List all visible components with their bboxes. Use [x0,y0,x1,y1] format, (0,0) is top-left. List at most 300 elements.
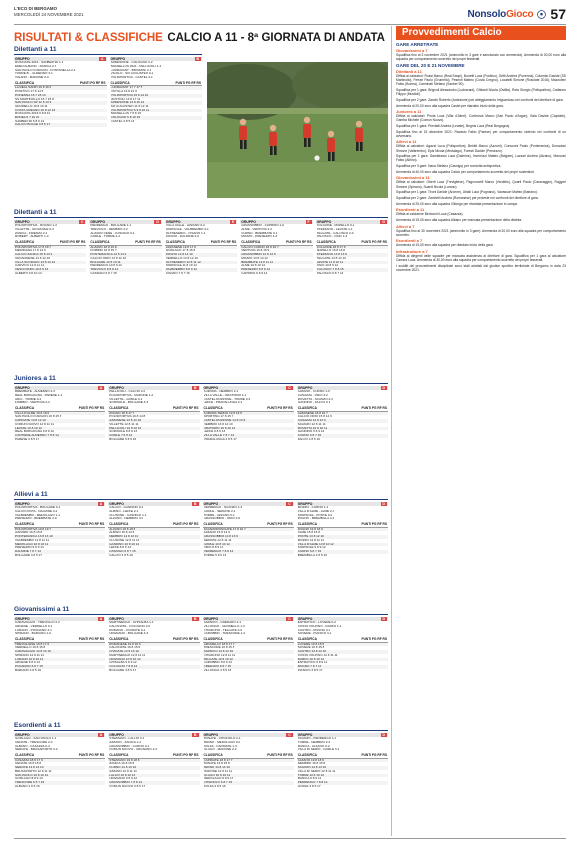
match-text: ALBANO - CURNO 1-0 [297,390,330,394]
group-id: B [194,385,197,390]
standings-row-text: CASTRO 13 8 12 10 [297,650,327,654]
standings-row-text: CASTEL ROZZONE 14 8 13 9 [203,419,246,423]
standings-row-text: SORISOLE 9 8 9 12 [297,546,326,550]
standings-row-text: DALMINE 7 8 7 14 [15,549,41,553]
standings-body [240,246,312,276]
match-text: CASTEL ROZZONE - TORRE 0-3 [203,397,251,401]
provvedimenti-category: Giovanissimi a 7 [396,48,428,53]
match-text: VIGANO - MADONE 0-0 [15,75,49,79]
standings-row [108,554,199,558]
standings-row-text: VILLONGO 4 8 5 16 [203,668,232,672]
standings-row-text: CLUSONE 12 8 11 11 [109,538,140,542]
match-result [297,401,388,405]
standings-row-text: ALBANO 4 8 5 16 [15,784,40,788]
standings-row-text: TELGATE 13 8 12 10 [316,256,346,260]
match-text: TORRE B. - ALMENNO 3-1 [15,72,53,76]
group-id: D [156,219,159,224]
standings-row-text: GANDINO 10 8 10 12 [109,542,140,546]
standings-row-text: POSITIVO 17 8 14 5 [15,90,44,94]
provvedimenti-paragraph: Squalifica per 1 gara: Previtali Andrea (Levate), Begnis Luca (Real Borgogna). [396,124,511,128]
standings-row-text: CHIUDUNO 12 8 11 11 [203,653,236,657]
match-text: POLISPORTIVA - BOLGARE 3-1 [15,506,61,510]
match-text: ZOGNO - BREMBILLA 4-1 [297,517,335,521]
standings-row-text: MOZZO 12 8 11 11 [297,538,324,542]
standings-row-text: GRASSOBBIO 7 8 8 14 [109,780,142,784]
standings-row-text: SANBER 90 5 8 9 14 [15,119,45,123]
standings-row-text: SCANZOROSCIATE 17 8 16 7 [203,527,246,531]
match-text: GANDINO - FALCO 0-1 [297,401,331,405]
standings-body [165,246,237,276]
results-area [14,46,388,836]
standings-row-text: COMUN NUOVO 3 8 5 17 [109,784,146,788]
match-text: GORLE - SERIATE 2-2 [203,509,236,513]
provvedimenti-column [396,26,566,836]
standings-row-text: COSTA VOLPINO 12 8 11 11 [297,653,338,657]
match-text: GRASSOBBIO - CAPRINO 1-0 [241,224,285,228]
match-result [108,748,199,752]
match-text: ROBERT - ALBERTI 1-0 [15,235,49,239]
group-id: B [194,732,197,737]
provvedimenti-paragraph: Ammenda di 40,00 euro alla squadra Calcio per comportamento scorretto dei propri sostenitori. [396,169,535,174]
match-text: PRESEZZO - BREMBATE 2-0 [15,517,57,521]
standings-label: CLASSIFICA [203,753,223,758]
match-text: ROSCIATE 2016 - SANBER 90 1-1 [15,61,64,65]
standings-row-text: ZOGNO 14 8 14 10 [165,253,193,257]
provvedimenti-paragraph: Squalifica per 1 gara: Tironi Davide (Arcene), Ubiali Luca (Pognano), Vavassori Matteo (Bariano). [396,190,538,195]
group-id: D [382,385,385,390]
section-brand [467,6,566,22]
standings-row-text: TREVIGLIESE 18 8 17 6 [15,642,50,646]
match-text: GRASSOBBIO - CURNO 0-1 [109,744,150,748]
standings-row-text: CHIGNOLO 6 8 7 15 [203,780,233,784]
standings-row-text: SIX AUGUSTEO 11 8 12 11 [110,104,149,108]
standings-body [108,643,199,673]
group-id: A [99,616,103,621]
match-photo [207,62,388,198]
standings-row-text: MUSTIOLI 14 8 17 11 [110,97,141,101]
match-result [203,748,294,752]
group-label: GRUPPO [241,219,256,224]
issue-date: MERCOLEDÌ 24 NOVEMBRE 2021 [14,11,84,17]
provvedimenti-paragraph: I sudditi dei provvedimenti disciplinari sono stati adottati dal giudice sportivo territoriale di Bergamo in data 23 novembre 2021. [396,263,566,272]
match-result [108,401,199,405]
group-label: GRUPPO [316,219,332,224]
provvedimenti-paragraph: Ammenda di 15,00 euro alla squadra Albano per mancata presentazione della distinta. [396,217,523,222]
group-label: GRUPPO [15,385,30,390]
group-label: GRUPPO [203,501,219,506]
standings-row-text: PRESEZZO 9 8 9 13 [15,546,44,550]
standings-row-text: SORISOLE 11 8 10 12 [165,264,197,268]
standings-columns: PUNTI PG RF RS [79,80,106,85]
standings-row-text: OSTILLA 16 8 21 9 [110,90,137,94]
standings-row-text: ZANICA 16 8 15 8 [109,762,135,766]
match-result [14,517,105,521]
match-text: VILLONGO - GRUMELLO 1-3 [203,624,245,628]
standings-row-text: FOLGORE 18 8 17 6 [316,245,346,249]
standings-row-text: GRASSOBBIO 14 8 13 9 [241,253,276,257]
match-text: ALME - VERTOVA 2-2 [241,227,272,231]
standings-row-text: VILLA D'ALME 10 8 10 12 [297,542,334,546]
standings-row-text: LEVATE 10 8 10 12 [15,426,42,430]
standings-row-text: STEZZANO 19 8 18 6 [109,758,140,762]
standings-row [14,554,105,558]
group-column [297,386,388,442]
standings-row [240,272,312,276]
standings-row [297,785,388,789]
standings-row-text: GORLAGO 17 8 16 8 [165,249,196,253]
standings-label: CLASSIFICA [203,522,223,527]
standings-row-text: AZZANESE 19 8 17 6 [165,245,196,249]
standings-row-text: FALCO 4 8 5 16 [297,437,320,441]
standings-label: CLASSIFICA [203,637,223,642]
match-text: SORISOLE - BOLGARE 3-3 [109,401,149,405]
standings-row-text: PRESEZZO 8 8 9 14 [241,267,270,271]
standings-row-text: VILLA DI SERIO 12 8 11 11 [297,769,336,773]
standings-row-text: TRESCORE 16 8 15 8 [203,646,235,650]
match-text: ENTRATICO - LOVERE 0-2 [297,621,337,625]
match-text: VILLA VALLE - AZZANO 0-2 [165,224,205,228]
provvedimenti-category: Allievi a 11 [396,139,417,145]
standings-row-text: DARFO 10 8 10 12 [297,657,325,661]
masthead-info [14,6,84,17]
standings-label: CLASSIFICA [316,240,336,245]
standings-row-text: VILLA SCODIGIO 13 8 14 12 [15,260,56,264]
standings-row-text: ROGNO 7 8 7 14 [297,664,322,668]
standings-row-text: CISANO 7 8 7 15 [165,271,190,275]
standings-label: CLASSIFICA [15,637,35,642]
group-label: GRUPPO [297,732,313,737]
standings-label: CLASSIFICA [15,753,35,758]
standings-row-text: SERIATE 14 8 13 10 [15,766,44,770]
standings-row [108,669,199,673]
match-result [14,76,107,80]
standings-row-text: CANTIERE ALMENNO 7 8 8 14 [15,433,59,437]
match-result [297,748,388,752]
brand-name: NonsoloGioco [467,8,534,20]
standings-row-text: PONTERANICA 14 8 14 9 [90,253,127,257]
standings-row-text: TRESCORE 6 8 7 15 [15,780,45,784]
bottom-rule [14,838,566,839]
standings-columns: PUNTI PG RF RS [78,406,105,411]
standings-row-text: BOLGARE 12 8 13 11 [90,260,121,264]
section-heading: Juniores a 11 [14,375,388,384]
match-text: SARNICO - CREDARO 2-1 [203,621,242,625]
standings-row-text: COLOGNO 7 8 8 14 [109,664,138,668]
standings-row-text: SERIATE 12 8 11 11 [203,538,232,542]
standings-row-text: CASNIGO 6 8 7 15 [90,271,117,275]
match-text: ARDESIONE - COLOGNO 2-2 [110,61,153,65]
standings-row-text: OSIO 10 8 9 12 [316,264,339,268]
standings-row-text: MAPELLO 16 8 16 8 [316,249,346,253]
group-column [108,733,199,789]
standings-row-text: TREVIOLO 8 8 8 14 [90,267,119,271]
standings-row-text: PIANICO 3 8 5 17 [297,668,323,672]
standings-columns: PUNTI PG RF RS [175,80,201,85]
standings-row-text: NEMBRO 16 8 15 8 [297,762,326,766]
group-label: GRUPPO [203,385,219,390]
standings-body [203,528,294,558]
title-main: RISULTATI & CLASSIFICHE [14,32,163,44]
standings-row-text: BOLGARE 5 8 6 16 [109,437,137,441]
standings-row [110,120,203,124]
group-column [14,617,105,673]
standings-row-text: TELGATE 10 8 10 12 [203,657,233,661]
standings-row [203,554,294,558]
match-text: VILLA VALLE - ORATORIO 1-1 [203,393,247,397]
standings-row [14,123,107,127]
standings-body [108,412,199,442]
match-text: TERNO - MEDOLAGO 0-0 [203,740,241,744]
standings-label: CLASSIFICA [297,637,317,642]
standings-body [14,412,105,442]
match-text: CALCIO ROTA - DALMINE 0-2 [15,509,58,513]
groups-row [14,220,388,276]
group-column [165,220,237,276]
match-text: EDEN ALBANO - RANICA 2-3 [15,64,57,68]
group-id: F [307,219,310,224]
standings-row-text: GORLE 10 8 10 12 [203,542,230,546]
match-text: TELGATE - CALUSCO 2-0 [316,231,354,235]
standings-row-text: SOLZA 4 8 5 16 [203,784,226,788]
standings-row-text: NEMBRO 13 8 12 10 [203,422,233,426]
group-column [108,502,199,558]
standings-row-text: CASAZZA 18 8 17 6 [15,758,43,762]
standings-label: CLASSIFICA [203,406,223,411]
provvedimenti-paragraph: Squalifica per 1 gara: Gambirasio Luca (Dalmine), Invernizzi Matteo (Bolgare), Lazzari Andrea (Alzano), Manzoni Fabio (Albino). [396,154,566,163]
results-section [14,375,388,441]
standings-row [108,438,199,442]
group-id: E [231,219,235,224]
match-text: SOLZA - CAPRIATE 1-3 [203,744,237,748]
provvedimenti-category: Esordienti a 7 [396,238,423,244]
standings-row-text: BOLGARE 3 8 5 17 [15,553,42,557]
standings-row-text: ALZANO 19 8 18 6 [297,758,324,762]
group-id: C [288,732,291,737]
standings-row-text: CURNO 6 8 7 15 [297,433,322,437]
match-text: ARCENE - VERDELLO 0-1 [15,624,53,628]
standings-row-text: BREMBATE 12 8 11 11 [241,260,274,264]
standings-row-text: CALCIO ORIO 15 8 14 9 [297,415,332,419]
standings-row-text: MEDOLAGO 10 8 10 12 [15,542,49,546]
section-heading: Allievi a 11 [14,491,388,500]
standings-row-text: ALBERTI 9 8 10 14 [15,271,42,275]
standings-columns: PUNTI PG RF RS [172,522,199,527]
match-text: STEZZANO - LALLIO 3-1 [109,737,145,741]
standings-row-text: ALBANESE 18 8 16 7 [297,411,328,415]
standings-row-text: CAPRIATE 13 8 12 10 [15,419,46,423]
standings-row-text: SPIRANO 12 8 11 11 [15,653,44,657]
standings-label: CLASSIFICA [297,522,317,527]
standings-body [14,759,105,789]
provvedimenti-paragraph: Diffida ai calciatori: Rossi Marco (Real Sanpi), Bonetti Luca (Positivo), Gritti Andrea (Ponenna), Colombo Davide (SS Martinollo), Ferrari Paolo (Grumello), Pesenti Matteo (Costa Cregno), Locatelli Simone (Rosciate 2016), Mazzoleni Fabio (Bonea), Carminati Stefano (Sanber 90). [396,74,566,87]
groups-row [14,57,202,128]
provvedimenti-paragraph: Squalifica per 1 gara: Brignoli Alessandro (Ludravant), Ghilardi Nicola (Ostilla), Rota Giorgio (Polisportiva), Cattaneo Filippo (Mustioli). [396,88,566,97]
match-text: ALZANO - NEMBRO 3-0 [109,517,144,521]
standings-row-text: COLOGNO 6 8 10 16 [110,116,141,120]
match-text: CHIUDUNO - TELGATE 0-0 [203,628,243,632]
standings-row-text: PALOSCO 6 8 7 14 [316,271,344,275]
match-text: ZANICA - FIDENZA 2-2 [15,231,48,235]
standings-row-text: LEFFE 8 8 9 13 [109,546,131,550]
group-label: GRUPPO [297,501,313,506]
standings-row-text: GHISALBA 9 8 9 12 [109,661,137,665]
standings-row-text: PRADALUNGA 4 8 5 17 [203,437,237,441]
standings-body [297,643,388,673]
group-label: GRUPPO [15,732,30,737]
groups-row [14,502,388,558]
standings-row-text: GRASSOBBIO 14 8 13 9 [203,535,238,539]
standings-row [14,669,105,673]
standings-body [14,86,107,127]
standings-row-text: LOVERE 19 8 18 6 [297,642,325,646]
provvedimenti-paragraph: Ammenda di 20,00 euro alla squadra Castel per ritardato inizio della gara. [396,103,504,108]
section-heading: Dilettanti a 11 [14,46,202,55]
match-result [108,632,199,636]
match-result [297,632,388,636]
standings-row-text: CIVIDATE 14 8 13 10 [109,650,139,654]
standings-row-text: PELLICIOLI 10 8 10 12 [109,426,142,430]
provvedimenti-category: Esordienti a 11 [396,207,425,213]
standings-row-text: VERDELLO 16 8 15 8 [15,646,46,650]
standings-columns: PUNTI PG RF RS [286,240,312,245]
match-result [89,235,161,239]
standings-row-text: PONENNA 16 7 23 13 [15,93,46,97]
group-label: GRUPPO [15,56,30,61]
standings-row-text: POLISPORTIVA 15 8 14 10 [110,93,149,97]
provvedimenti-paragraph: Ammenda di 25,00 euro alla squadra Villongo per ritardata presentazione in campo. [396,201,519,206]
match-text: RANICA - ALZANO 0-2 [297,744,330,748]
match-text: VILLETTE - GORLE 0-1 [109,397,143,401]
standings-row-text: CARVICO 12 8 11 12 [15,264,45,268]
standings-row-text: ARDESIONE 13 8 15 12 [110,101,145,105]
group-id: D [382,616,385,621]
group-id: G [382,219,386,224]
standings-row-text: ORATORIO 10 8 10 12 [203,426,236,430]
standings-row [297,669,388,673]
match-text: MARTINENGO - GHISALBA 1-1 [109,621,154,625]
section-heading: Dilettanti a 11 [14,209,388,218]
results-section [14,491,388,557]
group-label: GRUPPO [203,732,219,737]
standings-body [297,412,388,442]
standings-columns: PUNTI PG RF RS [172,637,199,642]
group-column [203,502,294,558]
group-column [297,502,388,558]
standings-row-text: REAL BORGOGNA 9 8 9 12 [15,430,54,434]
match-result [297,517,388,521]
standings-body [14,528,105,558]
standings-label: CLASSIFICA [109,522,129,527]
match-text: TREVIOLO - NEMBRO 3-2 [90,227,128,231]
group-column [14,386,105,442]
group-label: GRUPPO [297,385,313,390]
group-id: B [194,616,197,621]
standings-row-text: BONATE 16 8 15 8 [203,762,230,766]
standings-row-text: ARCENE 8 8 9 13 [15,661,40,665]
match-text: CASAZZA - ORIO 3-2 [297,393,328,397]
standings-row-text: ALME 16 8 15 8 [297,531,320,535]
groups-row [14,617,388,673]
group-label: GRUPPO [15,616,30,621]
standings-row-text: VERDELLO 13 8 12 10 [165,256,198,260]
standings-row-text: CREDARO 6 8 7 15 [203,664,232,668]
match-text: FILAGO - MADONE 2-2 [203,748,237,752]
group-id: D [382,501,385,506]
match-text: TORRE - NEMBRO 2-2 [297,740,331,744]
match-text: ZOGNO - DALMINE 2-0 [165,235,199,239]
standings-columns: PUNTI PG RF RS [361,406,387,411]
group-id: C [288,501,291,506]
match-text: ROMANO - CIVIDATE 0-2 [109,628,146,632]
provvedimenti-paragraph: Squalifica per 3 gare: Nava Stefano (Casnigo) per condotta antisportiva. [396,164,502,169]
standings-row-text: SARNICO 14 8 13 10 [203,650,234,654]
group-label: GRUPPO [15,501,30,506]
match-text: CALCIO - GANDINO 0-2 [109,506,144,510]
group-label: GRUPPO [165,219,181,224]
match-text: CAROBBIO - TRESCORE 1-2 [203,632,246,636]
standings-row-text: GANDINO 9 8 9 12 [297,430,325,434]
match-text: VILLETTE - GIOVANILE 0-3 [15,227,54,231]
match-result [14,632,105,636]
standings-row-text: SORISOLE 8 8 9 13 [109,430,138,434]
group-id: A [99,732,103,737]
top-rule [14,24,566,25]
standings-row-text: BREMBILLA 4 8 5 16 [297,553,327,557]
standings-row [297,554,388,558]
standings-row-text: CALUSCO 7 8 8 15 [316,267,344,271]
standings-label: CLASSIFICA [15,80,35,85]
standings-row-text: CAROBBIO 8 8 9 13 [203,661,232,665]
group-column [14,220,86,276]
standings-row-text: VILLA D'ALME 19 8 18 6 [15,411,50,415]
standings-columns: PUNTI PG RF RS [361,522,387,527]
provvedimenti-paragraph: Diffida ai calciatori: Agazzi Luca (Polisportiva), Belotti Marco (Azzurri), Consonni Paolo (Ponteranica), Donadoni Simone (Valbrembo), Epis Nicola (Medolago), Foresti Davide (Presezzo). [396,144,566,153]
standings-row-text: ROMANESE 19 8 18 6 [109,642,141,646]
standings-row-text: SAN PAOLO D'ARGON 16 8 15 8 [15,415,62,419]
standings-row-text: AZZURRI 16 8 15 8 [15,531,43,535]
match-text: BONATE - CHIGNOLO 2-1 [203,737,241,741]
match-text: CURNO - BREMBATE 0-1 [241,231,278,235]
standings-row-text: COMUN NUOVO 12 8 11 11 [15,422,54,426]
group-label: GRUPPO [15,219,30,224]
match-text: VILLA D'ALME - ALME 2-3 [297,509,335,513]
match-text: FOLGORE - MAPELLO 0-2 [316,224,355,228]
match-text: COMUN NUOVO - URGNANO 2-2 [109,748,158,752]
match-result [14,401,105,405]
provvedimenti-paragraph: Squalifica fino al 30 novembre 2021 (ammonito in 3 gare). Ammenda di 20,00 euro alla squadra per comportamento scorretto. [396,228,566,237]
provvedimenti-category: Dilettanti a 11 [396,69,422,75]
standings-row-text: GRUMELLO 10 8 10 11 [15,104,48,108]
standings-row-text: SAN PAOLO 10 8 10 12 [15,773,49,777]
group-column [108,617,199,673]
group-label: GRUPPO [109,385,124,390]
standings-row-text: BONEA 6 7 10 20 [15,116,40,120]
provvedimenti-category: Infrastrutture a 7 [396,249,428,255]
standings-row-text: ROSCIATE 2016 9 8 8 10 [15,112,51,116]
standings-row-text: SPORTING 17 8 15 7 [203,415,234,419]
standings-row-text: POLISPORTIVA 19 8 19 7 [15,527,51,531]
section-heading: Esordienti a 11 [14,722,388,731]
match-text: BREMBATE - ALMENNO 2-3 [15,390,55,394]
standings-row-text: NEMBRO 14 8 13 10 [109,535,139,539]
standings-row-text: VILLA VALLE 7 8 7 14 [203,433,235,437]
standings-row-text: TORRE 10 8 10 12 [297,773,325,777]
standings-body [108,528,199,558]
group-label: GRUPPO [109,616,124,621]
match-result [203,401,294,405]
standings-columns: PUNTI PG RF RS [59,240,86,245]
page-title [14,28,394,42]
